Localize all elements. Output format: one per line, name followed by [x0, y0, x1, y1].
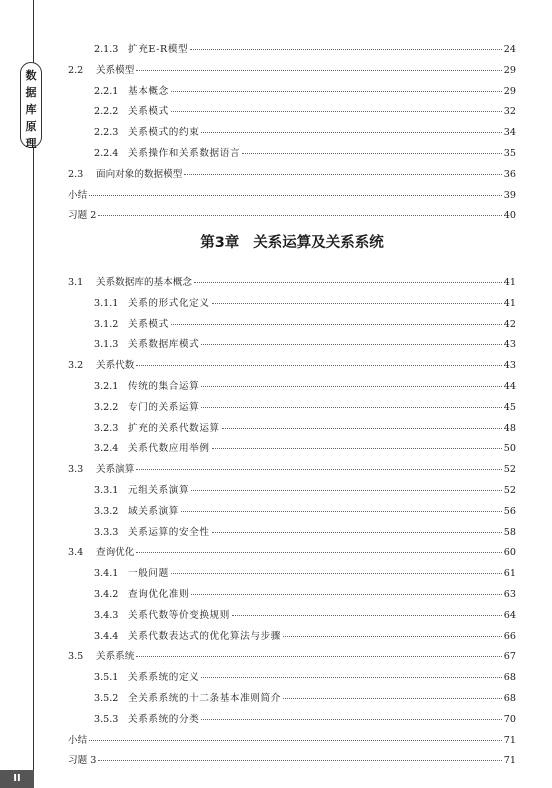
toc-entry-title: 关系系统	[96, 651, 135, 663]
dot-leader	[89, 194, 502, 196]
dot-leader	[201, 385, 501, 387]
toc-entry-number: 2.3	[68, 168, 84, 180]
dot-leader	[201, 131, 501, 133]
toc-entry[interactable]	[68, 711, 516, 732]
toc-entry-page: 58	[503, 526, 516, 538]
toc-entry-number: 3.4.2	[94, 588, 119, 600]
toc-entry-page: 52	[503, 484, 516, 496]
toc-entry-number: 3.3.1	[94, 484, 119, 496]
toc-entry-number: 3.2.4	[94, 443, 119, 455]
toc-entry[interactable]	[68, 482, 516, 503]
toc-entry[interactable]	[68, 565, 516, 586]
toc-entry-page: 29	[503, 85, 516, 97]
toc-entry-page: 56	[503, 505, 516, 517]
toc-entry-title: 关系数据库的基本概念	[96, 277, 192, 288]
dot-leader	[171, 90, 502, 92]
toc-entry-number: 3.4.4	[94, 630, 119, 642]
toc-entry-title: 域关系演算	[128, 505, 179, 517]
dot-leader	[191, 489, 502, 491]
toc-entry-number: 3.3	[68, 464, 84, 476]
toc-entry[interactable]	[68, 544, 516, 565]
toc-entry-title: 小结	[68, 189, 88, 201]
toc-entry-title: 扩充E-R模型	[128, 44, 189, 55]
toc-entry-number: 2.2.2	[94, 106, 119, 118]
dot-leader	[171, 110, 502, 112]
dot-leader	[136, 364, 501, 366]
toc-entry-page: 36	[503, 168, 516, 180]
toc-entry-number: 2.2.3	[94, 127, 119, 139]
toc-entry-page: 71	[503, 734, 516, 746]
dot-leader	[283, 635, 502, 637]
toc-entry-page: 63	[503, 588, 516, 600]
chapter-heading	[68, 231, 516, 252]
toc-entry-number: 3.5.1	[94, 672, 119, 684]
dot-leader	[190, 48, 502, 50]
toc-entry-page: 50	[503, 443, 516, 455]
toc-entry-page: 66	[503, 630, 516, 642]
toc-entry-title: 习题 3	[68, 755, 97, 767]
toc-entry-page: 71	[503, 755, 516, 767]
toc-entry[interactable]	[68, 607, 516, 628]
toc-entry-title: 面向对象的数据模型	[96, 168, 183, 180]
toc-entry-number: 3.2.3	[94, 422, 119, 434]
toc-entry[interactable]	[68, 83, 516, 104]
toc-entry-number: 3.2.2	[94, 401, 119, 413]
toc-entry-page: 43	[503, 339, 516, 351]
toc-entry-title: 查询优化准则	[128, 588, 190, 600]
toc-entry-number: 3.3.2	[94, 505, 119, 517]
toc-entry[interactable]	[68, 420, 516, 441]
toc-entry-title: 关系代数应用举例	[128, 443, 210, 455]
toc-entry[interactable]	[68, 316, 516, 337]
dot-leader	[98, 214, 501, 216]
toc-entry-page: 39	[503, 189, 516, 201]
dot-leader	[212, 531, 502, 533]
toc-entry-title: 关系的形式化定义	[128, 297, 210, 309]
toc-entry-page: 24	[503, 44, 516, 55]
chapter-number: 第3章	[200, 235, 240, 251]
toc-entry-title: 关系模型	[96, 64, 135, 76]
toc-entry-title: 小结	[68, 734, 88, 746]
toc-entry-title: 元组关系演算	[128, 484, 190, 496]
toc-entry[interactable]	[68, 669, 516, 690]
dot-leader	[136, 468, 501, 470]
toc-entry-page: 41	[503, 297, 516, 309]
toc-entry-page: 48	[503, 422, 516, 434]
toc-entry-title: 关系模式的约束	[128, 127, 200, 139]
toc-entry-title: 查询优化	[96, 547, 135, 559]
toc-entry-number: 3.5	[68, 651, 84, 663]
toc-entry-number: 3.1.1	[94, 297, 119, 309]
toc-entry-title: 关系操作和关系数据语言	[128, 147, 241, 159]
toc-entry-number: 3.4.3	[94, 609, 119, 621]
toc-entry[interactable]	[68, 166, 516, 187]
dot-leader	[89, 739, 502, 741]
toc-entry-title: 专门的关系运算	[128, 401, 200, 413]
toc-entry-title: 关系运算的安全性	[128, 526, 210, 538]
toc-entry-title: 传统的集合运算	[128, 380, 200, 392]
toc-entry-page: 32	[503, 106, 516, 118]
dot-leader	[201, 343, 501, 345]
toc-entry-title: 关系模式	[128, 318, 169, 330]
page-number-badge: II	[0, 770, 34, 788]
dot-leader	[232, 614, 502, 616]
toc-entry-number: 3.5.3	[94, 713, 119, 725]
toc-entry-title: 关系代数等价变换规则	[128, 609, 230, 621]
toc-entry[interactable]	[68, 41, 516, 62]
toc-entry-number: 3.1	[68, 277, 84, 288]
toc-entry[interactable]	[68, 440, 516, 461]
toc-entry-title: 基本概念	[128, 85, 169, 97]
toc-entry-page: 41	[503, 277, 516, 288]
toc-entry[interactable]	[68, 586, 516, 607]
toc-entry-title: 关系模式	[128, 106, 169, 118]
dot-leader	[136, 551, 501, 553]
toc-entry-number: 2.2.1	[94, 85, 119, 97]
toc-entry-page: 40	[503, 210, 516, 222]
toc-entry-page: 35	[503, 147, 516, 159]
toc-entry-page: 60	[503, 547, 516, 559]
toc-entry[interactable]	[68, 145, 516, 166]
toc-entry-page: 70	[503, 713, 516, 725]
toc-entry[interactable]	[68, 524, 516, 545]
toc-entry[interactable]	[68, 295, 516, 316]
chapter-title: 关系运算及关系系统	[253, 235, 384, 251]
toc-entry-page: 67	[503, 651, 516, 663]
toc-entry-number: 3.2.1	[94, 380, 119, 392]
toc-entry-page: 29	[503, 64, 516, 76]
dot-leader	[184, 173, 501, 175]
dot-leader	[98, 759, 501, 761]
toc-entry-title: 关系代数表达式的优化算法与步骤	[128, 630, 281, 642]
toc-entry-number: 3.5.2	[94, 692, 119, 704]
toc-entry[interactable]	[68, 378, 516, 399]
toc-entry-page: 43	[503, 360, 516, 372]
toc-entry[interactable]	[68, 124, 516, 145]
toc-entry[interactable]	[68, 752, 516, 773]
dot-leader	[171, 572, 502, 574]
toc-entry[interactable]	[68, 503, 516, 524]
dot-leader	[201, 718, 501, 720]
dot-leader	[201, 676, 501, 678]
toc-entry[interactable]	[68, 357, 516, 378]
toc-entry-page: 61	[503, 568, 516, 580]
toc-entry-title: 扩充的关系代数运算	[128, 422, 220, 434]
toc-entry-page: 42	[503, 318, 516, 330]
toc-entry[interactable]	[68, 336, 516, 357]
toc-entry-number: 3.1.2	[94, 318, 119, 330]
toc-entry-page: 52	[503, 464, 516, 476]
dot-leader	[194, 281, 502, 283]
toc-entry[interactable]	[68, 648, 516, 669]
toc-entry-title: 关系代数	[96, 360, 135, 372]
toc-entry-number: 3.4	[68, 547, 84, 559]
dot-leader	[283, 697, 502, 699]
toc-entry[interactable]	[68, 103, 516, 124]
toc-entry-number: 3.3.3	[94, 526, 119, 538]
dot-leader	[136, 69, 501, 71]
toc-list-chapter-3	[68, 274, 516, 773]
toc-entry-title: 全关系系统的十二条基本准则简介	[128, 692, 281, 704]
toc-entry-page: 45	[503, 401, 516, 413]
dot-leader	[191, 593, 502, 595]
toc-entry[interactable]	[68, 187, 516, 208]
toc-entry-number: 2.2.4	[94, 147, 119, 159]
toc-entry[interactable]	[68, 690, 516, 711]
toc-entry-title: 一般问题	[128, 568, 169, 580]
toc-entry[interactable]	[68, 399, 516, 420]
dot-leader	[242, 152, 502, 154]
toc-entry[interactable]	[68, 732, 516, 753]
toc-entry-page: 64	[503, 609, 516, 621]
dot-leader	[181, 510, 502, 512]
toc-entry-title: 关系数据库模式	[128, 339, 200, 351]
dot-leader	[222, 427, 502, 429]
toc-entry-number: 2.1.3	[94, 44, 119, 55]
book-title-tab: 数据库原理	[20, 62, 42, 148]
toc-entry-page: 68	[503, 672, 516, 684]
toc-entry[interactable]	[68, 461, 516, 482]
toc-entry-number: 3.1.3	[94, 339, 119, 351]
toc-entry-number: 3.2	[68, 360, 84, 372]
dot-leader	[136, 655, 501, 657]
dot-leader	[212, 447, 502, 449]
toc-entry[interactable]	[68, 62, 516, 83]
toc-entry-title: 关系系统的分类	[128, 713, 200, 725]
toc-entry-number: 2.2	[68, 64, 84, 76]
dot-leader	[171, 323, 502, 325]
dot-leader	[212, 302, 502, 304]
toc-entry-number: 3.4.1	[94, 568, 119, 580]
toc-entry-page: 34	[503, 127, 516, 139]
toc-entry-title: 关系系统的定义	[128, 672, 200, 684]
toc-entry-title: 关系演算	[96, 464, 135, 476]
toc-list-chapter-2	[68, 41, 516, 228]
toc-entry[interactable]	[68, 274, 516, 295]
toc-entry[interactable]	[68, 207, 516, 228]
toc-entry-page: 68	[503, 692, 516, 704]
toc-entry-page: 44	[503, 380, 516, 392]
dot-leader	[201, 406, 501, 408]
toc-entry[interactable]	[68, 628, 516, 649]
toc-entry-title: 习题 2	[68, 210, 97, 222]
